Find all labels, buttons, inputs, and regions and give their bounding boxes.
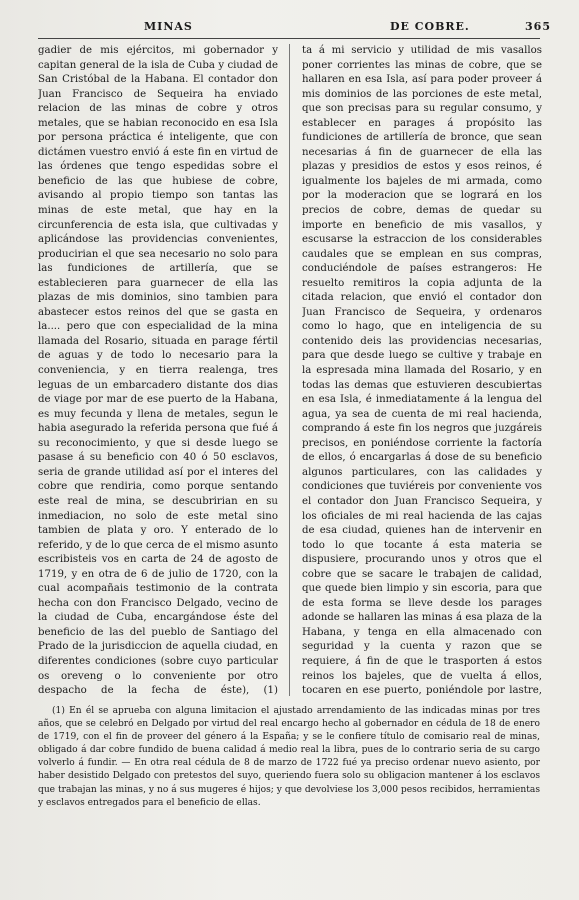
footnote-text: (1) En él se aprueba con alguna limitacion el ajustado arrendamiento de las indicadas minas por tres años, que se celebró en Delgado por virtud del real encargo hecho al gobernador en cédula de 18 de enero de 1719, con el fin de proveer del género á la España; y se le confiere título de comisario real de minas, obligado á dar cobre fundido de buena calidad á medio real la libra, pues de lo contrario seria de su cargo volverlo á fundir. — En otra real cédula de 8 de marzo de 1722 fué ya preciso ordenar nuevo asiento, por haber desistido Delgado con pretestos del suyo, queriendo fuera solo su obligacion mantener á los esclavos que trabajan las minas, y no á sus mugeres é hijos; y que devolviese los 3,000 pesos recibidos, herramientas y esclavos entregados para el beneficio de ellas. xyxy=(38,706,540,808)
running-head-left: MINAS xyxy=(144,20,193,33)
header-rule xyxy=(38,38,540,39)
right-column xyxy=(302,44,542,698)
right-column-text: ta á mi servicio y utilidad de mis vasallos poner corrientes las minas de cobre, que se hallaren en esa Isla, así para poder proveer á mis dominios de las porciones de este metal, que son precisas para su regular consumo, y establecer en parages á propósito las fundiciones de artillería de bronce, que sean necesarias á fin de guarnecer de ella las plazas y presidios de estos y esos reinos, é igualmente los bajeles de mi armada, como por la moderacion que se logrará en los precios de cobre, demas de quedar su importe en beneficio de mis vasallos, y escusarse la estraccion de los considerables caudales que se emplean en sus compras, conduciéndole de países estrangeros: He resuelto remitiros la copia adjunta de la citada relacion, que envió el contador don Juan Francisco de Sequeira, y ordenaros como lo hago, que en inteligencia de su contenido deis las providencias necesarias, para que desde luego se cultive y trabaje en la espresada mina llamada del Rosario, y en todas las demas que estuvieren descubiertas en esa Isla, é inmediatamente á la lengua del agua, ya sea de cuenta de mi real hacienda, comprando á este fin los negros que juzgáreis precisos, en poniéndose corriente la factoría de ellos, ó encargarlas á dose de su beneficio algunos particulares, con las calidades y condiciones que tuviéreis por conveniente vos el contador don Juan Francisco Sequeira, y los oficiales de mi real hacienda de las cajas de esa ciudad, quienes han de intervenir en todo lo que tocante á esta materia se dispusiere, procurando unos y otros que el cobre que se sacare le trabajen de calidad, que quede bien limpio y sin escoria, para que de esta forma se lleve desde los parages adonde se hallaren las minas á esa plaza de la Habana, y tenga en ella almacenado con seguridad y la cuenta y razon que se requiere, á fin de que le trasporten á estos reinos los bajeles, que de vuelta á ellos, tocaren en ese puerto, poniéndole por lastre, xyxy=(302,45,542,697)
running-head xyxy=(34,20,551,36)
running-head-right: DE COBRE. xyxy=(390,20,470,33)
page-number: 365 xyxy=(525,20,551,33)
footnote xyxy=(38,705,540,865)
column-divider xyxy=(289,44,290,696)
left-column-text: gadier de mis ejércitos, mi gobernador y capitan general de la isla de Cuba y ciudad de San Cristóbal de la Habana. El contador don Juan Francisco de Sequeira ha enviado relacion de las minas de cobre y otros metales, que se habian reconocido en esa Isla por persona práctica é inteligente, que con dictámen vuestro envió á este fin en virtud de las órdenes que tengo espedidas sobre el beneficio de las que hubiese de cobre, avisando al propio tiempo son tantas las minas de este metal, que hay en la circunferencia de esta isla, que cultivadas y aplicándose las providencias convenientes, producirian el que sea necesario no solo para las fundiciones de artillería, que se establecieren para guarnecer de ella las plazas de mis dominios, sino tambien para abastecer estos reinos del que se gasta en la.... pero que con especialidad de la mina llamada del Rosario, situada en parage fértil de aguas y de todo lo necesario para la conveniencia, y en tierra realenga, tres leguas de un embarcadero distante dos dias de viage por mar de ese puerto de la Habana, es muy fecunda y llena de metales, segun le habia asegurado la referida persona que fué á su reconocimiento, y que si desde luego se pasase á su beneficio con 40 ó 50 esclavos, seria de grande utilidad así por el interes del cobre que rendiria, como porque sentando este real de mina, se descubririan en su inmediacion, no solo de este metal sino tambien de plata y oro. Y enterado de lo referido, y de lo que cerca de el mismo asunto escribisteis vos en carta de 24 de agosto de 1719, y en otra de 6 de julio de 1720, con la cual acompañais testimonio de la contrata hecha con don Francisco Delgado, vecino de la ciudad de Cuba, encargándose éste del beneficio de las del pueblo de Santiago del Prado de la jurisdiccion de aquella ciudad, en diferentes condiciones (sobre cuyo particular os oreveng o lo conveniente por otro despacho de la fecha de éste), (1) xyxy=(38,45,278,697)
left-column xyxy=(38,44,278,698)
